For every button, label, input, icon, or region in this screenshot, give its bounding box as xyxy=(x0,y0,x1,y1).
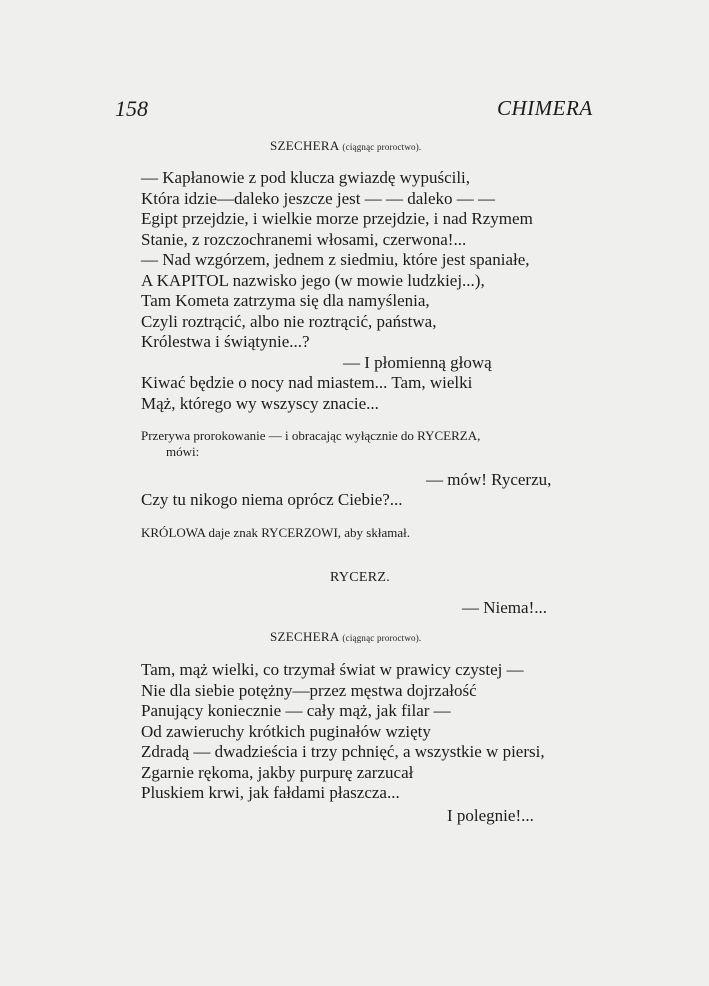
speaker-heading xyxy=(330,570,390,586)
running-title: CHIMERA xyxy=(497,96,593,120)
verse-line: Która idzie—daleko jeszcze jest — — daleko — — xyxy=(141,189,496,208)
stage-direction: KRÓLOWA daje znak RYCERZOWI, aby skłamał. xyxy=(141,525,410,540)
verse-line: Tam Kometa zatrzyma się dla namyślenia, xyxy=(141,291,430,310)
verse-line: I polegnie!... xyxy=(447,806,534,825)
page-number: 158 xyxy=(115,96,148,121)
verse-line: — Nad wzgórzem, jednem z siedmiu, które jest spaniałe, xyxy=(141,250,530,269)
verse-line: — mów! Rycerzu, xyxy=(426,470,552,489)
verse-line: Stanie, z rozczochranemi włosami, czerwona!... xyxy=(141,230,467,249)
verse-line: — Niema!... xyxy=(462,598,547,617)
verse-line: — I płomienną głową xyxy=(343,353,492,372)
verse-line: Tam, mąż wielki, co trzymał świat w prawicy czystej — xyxy=(141,660,524,679)
verse-line: Pluskiem krwi, jak fałdami płaszcza... xyxy=(141,783,400,802)
verse-line: Zgarnie rękoma, jakby purpurę zarzucał xyxy=(141,763,414,782)
verse-line: Mąż, którego wy wszyscy znacie... xyxy=(141,394,379,413)
verse-line: Zdradą — dwadzieścia i trzy pchnięć, a wszystkie w piersi, xyxy=(141,742,545,761)
verse-line: Kiwać będzie o nocy nad miastem... Tam, wielki xyxy=(141,373,473,392)
verse-line: Nie dla siebie potężny—przez męstwa dojrzałość xyxy=(141,681,477,700)
stage-direction: mówi: xyxy=(166,444,200,459)
verse-line: Panujący koniecznie — cały mąż, jak filar — xyxy=(141,701,451,720)
verse-line: A KAPITOL nazwisko jego (w mowie ludzkiej...), xyxy=(141,271,485,290)
verse-line: — Kapłanowie z pod klucza gwiazdę wypuścili, xyxy=(141,168,471,187)
speaker-name: RYCERZ. xyxy=(330,570,391,585)
speaker-direction: (ciągnąc proroctwo). xyxy=(342,633,422,643)
speaker-name: SZECHERA xyxy=(270,629,339,644)
verse-line: Czy tu nikogo niema oprócz Ciebie?... xyxy=(141,490,403,509)
speaker-heading xyxy=(270,629,421,645)
speaker-heading xyxy=(270,138,421,154)
speaker-name: SZECHERA xyxy=(270,138,339,153)
stage-direction: Przerywa prorokowanie — i obracając wyłącznie do RYCERZA, xyxy=(141,428,481,443)
speaker-direction: (ciągnąc proroctwo). xyxy=(342,142,422,152)
verse-line: Czyli roztrącić, albo nie roztrącić, państwa, xyxy=(141,312,437,331)
verse-line: Egipt przejdzie, i wielkie morze przejdzie, i nad Rzymem xyxy=(141,209,533,228)
verse-line: Królestwa i świątynie...? xyxy=(141,332,310,351)
verse-line: Od zawieruchy krótkich puginałów wzięty xyxy=(141,722,431,741)
